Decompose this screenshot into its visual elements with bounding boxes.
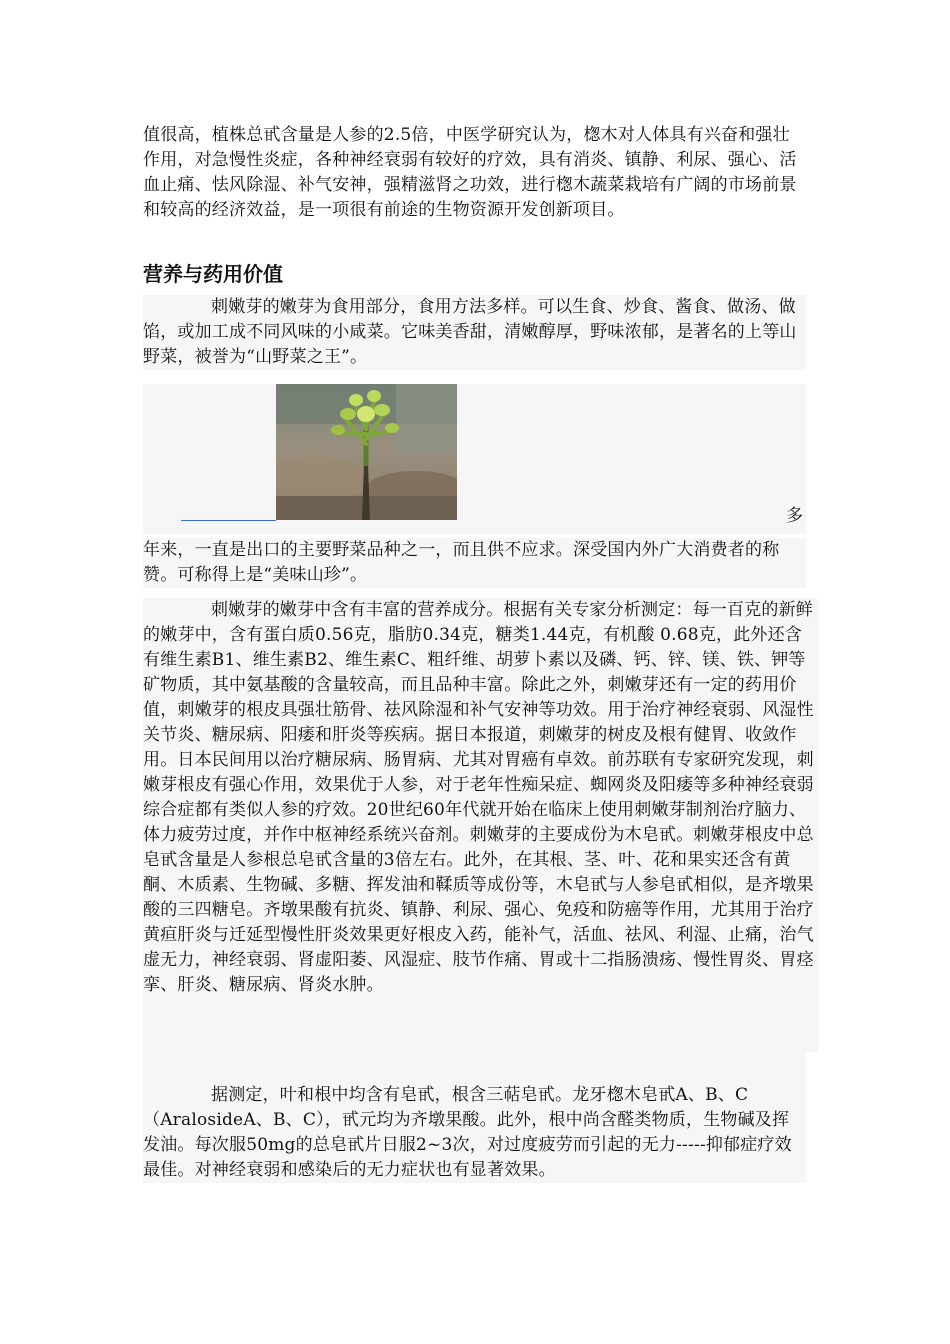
- hyperlink-underline[interactable]: [181, 520, 276, 521]
- paragraph-4-block: [143, 1083, 806, 1183]
- paragraph-1-block: [143, 295, 806, 370]
- paragraph-3-block: [143, 598, 818, 1052]
- paragraph-2: 年来，一直是出口的主要野菜品种之一，而且供不应求。深受国内外广大消费者的称赞。可称得上是“美味山珍”。: [143, 540, 780, 585]
- paragraph-2-block: [143, 538, 806, 588]
- sprout-photo: [276, 384, 457, 520]
- paragraph-4: 据测定，叶和根中均含有皂甙，根含三萜皂甙。龙牙楤木皂甙A、B、C（AralosideA、B、C），甙元均为齐墩果酸。此外，根中尚含醛类物质，生物碱及挥发油。每次服50mg的总皂甙片日服2~3次，对过度疲劳而引起的无力-----抑郁症疗效最佳。对神经衰弱和感染后的无力症状也有显著效果。: [143, 1085, 792, 1180]
- intro-paragraph: 值很高，植株总甙含量是人参的2.5倍，中医学研究认为，楤木对人体具有兴奋和强壮作用，对急慢性炎症，各种神经衰弱有较好的疗效，具有消炎、镇静、利尿、强心、活血止痛、怯风除湿、补气安神，强精滋肾之功效，进行楤木蔬菜栽培有广阔的市场前景和较高的经济效益，是一项很有前途的生物资源开发创新项目。: [143, 125, 797, 220]
- intro-paragraph-block: [143, 123, 806, 223]
- trailing-character: 多: [786, 506, 803, 526]
- section-heading: 营养与药用价值: [143, 262, 283, 286]
- sprout-photo-drawing: [276, 384, 457, 520]
- image-row: [143, 384, 806, 534]
- paragraph-3: 刺嫩芽的嫩芽中含有丰富的营养成分。根据有关专家分析测定：每一百克的新鲜的嫩芽中，含有蛋白质0.56克，脂肪0.34克，糖类1.44克，有机酸 0.68克，此外还含有维生素B1、维生素B2、维生素C、粗纤维、胡萝卜素以及磷、钙、锌、镁、铁、钾等矿物质，其中氨基酸的含量较高，而且品种丰富。除此之外，刺嫩芽还有一定的药用价值，刺嫩芽的根皮具强壮筋骨、祛风除湿和补气安神等功效。用于治疗神经衰弱、风湿性关节炎、糖尿病、阳痿和肝炎等疾病。据日本报道，刺嫩芽的树皮及根有健胃、收敛作用。日本民间用以治疗糖尿病、肠胃病、尤其对胃癌有卓效。前苏联有专家研究发现，刺嫩芽根皮有强心作用，效果优于人参，对于老年性痴呆症、蜘网炎及阳痿等多种神经衰弱综合症都有类似人参的疗效。20世纪60年代就开始在临床上使用刺嫩芽制剂治疗脑力、体力疲劳过度，并作中枢神经系统兴奋剂。刺嫩芽的主要成份为木皂甙。刺嫩芽根皮中总皂甙含量是人参根总皂甙含量的3倍左右。此外，在其根、茎、叶、花和果实还含有黄酮、木质素、生物碱、多糖、挥发油和鞣质等成份等，木皂甙与人参皂甙相似，是齐墩果酸的三四糖皂。齐墩果酸有抗炎、镇静、利尿、强心、免疫和防癌等作用，尤其用于治疗黄疸肝炎与迁延型慢性肝炎效果更好根皮入药，能补气，活血、祛风、利湿、止痛，治气虚无力，神经衰弱、肾虚阳萎、风湿症、肢节作痛、胃或十二指肠溃疡、慢性胃炎、胃痉挛、肝炎、糖尿病、肾炎水肿。: [143, 600, 814, 995]
- paragraph-1: 刺嫩芽的嫩芽为食用部分，食用方法多样。可以生食、炒食、酱食、做汤、做馅，或加工成不同风味的小咸菜。它味美香甜，清嫩醇厚，野味浓郁，是著名的上等山野菜，被誉为“山野菜之王”。: [143, 297, 797, 367]
